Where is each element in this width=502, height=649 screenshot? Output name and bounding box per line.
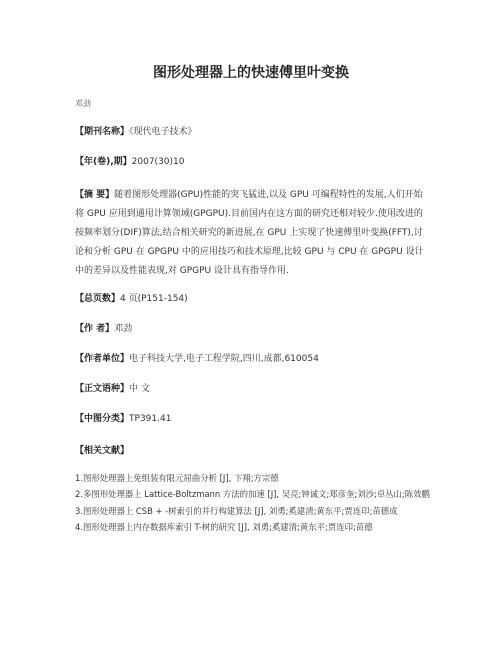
document-title: 图形处理器上的快速傅里叶变换 <box>153 65 349 81</box>
list-item: 3.图形处理器上 CSB + -树索引的并行构建算法 [J], 刘勇;奚建清;黄东平;贾连印;苗德成 <box>75 505 398 516</box>
field-label: 【正文语种】 <box>75 384 130 394</box>
metadata-fields <box>75 126 430 538</box>
field-journal <box>75 126 430 139</box>
field-abstract <box>75 186 430 281</box>
field-value: 2007(30)10 <box>131 157 185 167</box>
field-authors <box>75 323 430 336</box>
field-value: 《现代电子技术》 <box>129 127 197 137</box>
field-label: 【作者单位】 <box>75 354 130 364</box>
field-language <box>75 383 430 396</box>
field-label: 【总页数】 <box>75 294 121 304</box>
related-heading: 【相关文献】 <box>75 446 130 456</box>
field-label: 【年(卷),期】 <box>75 157 132 167</box>
field-classification <box>75 413 430 426</box>
document-author: 邓劲 <box>75 99 91 108</box>
related-list <box>75 472 430 535</box>
field-label: 【中图分类】 <box>75 414 130 424</box>
field-value: 随着图形处理器(GPU)性能的突飞猛进,以及 GPU 可编程特性的发展,人们开始将 GPU 应用到通用计算领域(GPGPU).目前国内在这方面的研究还相对较少.使用改进的按频率划分(DIF)算法,结合相关研究的新进展,在 GPU 上实现了快速傅里叶变换(FFT),讨论和分析 GPU 在 GPGPU 中的应用技巧和技术原理,比较 GPU 与 CPU 在 GPGPU 设计中的差异以及性能表现,对 GPGPU 设计具有指导作用. <box>75 190 424 276</box>
field-affiliation <box>75 353 430 366</box>
field-value: 邓劲 <box>114 324 133 334</box>
list-item: 4.图形处理器上内存数据库索引 T-树的研究 [J], 刘勇;奚建清;黄东平;贾连印;苗德 <box>75 522 373 533</box>
field-value: 电子科技大学,电子工程学院,四川,成都,610054 <box>129 354 319 364</box>
field-pages <box>75 293 430 306</box>
field-value: TP391.41 <box>129 414 172 424</box>
field-label: 【作 者】 <box>75 324 115 334</box>
list-item: 2.多图形处理器上 Lattice-Boltzmann 方法的加速 [J], 吴亮;钟诚文;郑彦奎;刘沙;卓丛山;陈效鹏 <box>75 489 430 500</box>
field-label: 【摘 要】 <box>75 190 115 200</box>
field-year <box>75 156 430 169</box>
field-label: 【期刊名称】 <box>75 127 130 137</box>
field-value: 4 页(P151-154) <box>120 294 188 304</box>
list-item: 1.图形处理器上免组装有限元屈曲分析 [J], 卞翔;方宗德 <box>75 473 279 483</box>
field-value: 中 文 <box>129 384 150 394</box>
